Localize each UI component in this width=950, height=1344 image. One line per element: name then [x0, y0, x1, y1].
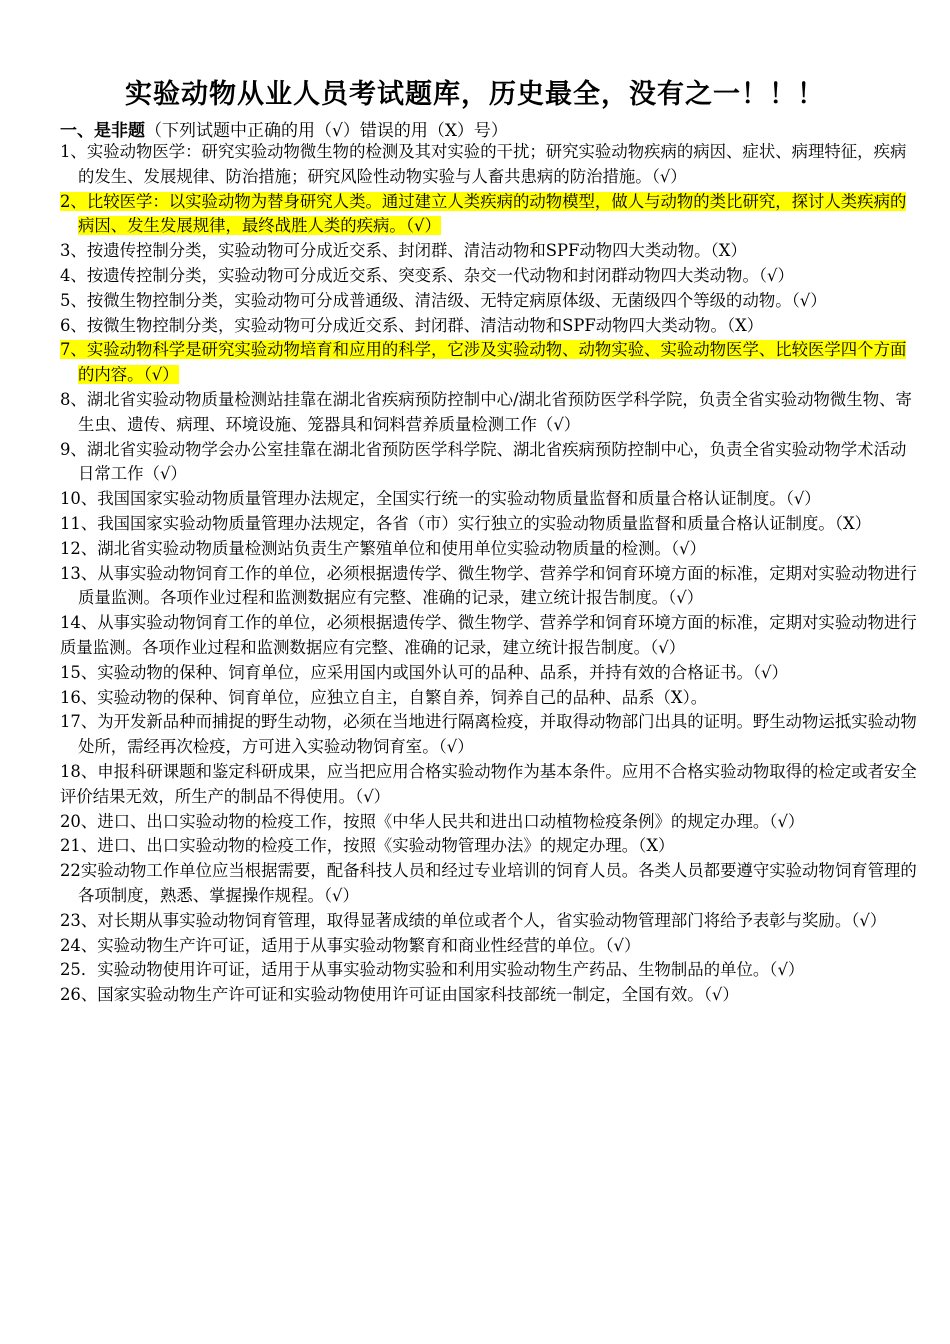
question-text: 7、实验动物科学是研究实验动物培育和应用的科学，它涉及实验动物、动物实验、实验动物医学、比较医学四个方面的内容。（√） — [60, 340, 907, 385]
question-text: 16、实验动物的保种、饲育单位，应独立自主，自繁自养，饲养自己的品种、品系（X）。 — [60, 687, 708, 707]
question-item — [60, 810, 920, 835]
question-item — [60, 760, 920, 810]
question-text: 26、国家实验动物生产许可证和实验动物使用许可证由国家科技部统一制定，全国有效。（√） — [60, 985, 739, 1005]
question-text: 1、实验动物医学：研究实验动物微生物的检测及其对实验的干扰；研究实验动物疾病的病因、症状、病理特征，疾病的发生、发展规律、防治措施；研究风险性动物实验与人畜共患病的防治措施。（√） — [60, 142, 907, 186]
question-text: 4、按遗传控制分类，实验动物可分成近交系、突变系、杂交一代动物和封闭群动物四大类动物。（√） — [60, 265, 794, 285]
question-text: 11、我国国家实验动物质量管理办法规定，各省（市）实行独立的实验动物质量监督和质量合格认证制度。（X） — [60, 513, 872, 533]
question-text: 25．实验动物使用许可证，适用于从事实验动物实验和利用实验动物生产药品、生物制品的单位。（√） — [60, 960, 805, 980]
question-item — [60, 438, 920, 488]
document-title: 实验动物从业人员考试题库，历史最全，没有之一！！！ — [125, 79, 825, 110]
question-item — [60, 661, 920, 686]
question-text: 6、按微生物控制分类，实验动物可分成近交系、封闭群、清洁动物和SPF动物四大类动物。（X） — [60, 315, 764, 335]
question-item — [60, 338, 920, 388]
question-text: 21、进口、出口实验动物的检疫工作，按照《实验动物管理办法》的规定办理。（X） — [60, 836, 675, 856]
question-text: 3、按遗传控制分类，实验动物可分成近交系、封闭群、清洁动物和SPF动物四大类动物。（X） — [60, 241, 747, 261]
question-item — [60, 710, 920, 760]
question-item — [60, 958, 920, 983]
question-text: 12、湖北省实验动物质量检测站负责生产繁殖单位和使用单位实验动物质量的检测。（√） — [60, 538, 706, 558]
question-item — [60, 264, 920, 289]
question-text: 10、我国国家实验动物质量管理办法规定，全国实行统一的实验动物质量监督和质量合格认证制度。（√） — [60, 489, 821, 509]
section-heading — [60, 116, 508, 141]
question-item — [60, 487, 920, 512]
question-item — [60, 314, 920, 339]
question-item — [60, 239, 920, 264]
question-text: 23、对长期从事实验动物饲育管理，取得显著成绩的单位或者个人，省实验动物管理部门将给予表彰与奖励。（√） — [60, 910, 887, 930]
question-text: 17、为开发新品种而捕捉的野生动物，必须在当地进行隔离检疫，并取得动物部门出具的证明。野生动物运抵实验动物处所，需经再次检疫，方可进入实验动物饲育室。（√） — [60, 712, 917, 757]
question-text: 22实验动物工作单位应当根据需要，配备科技人员和经过专业培训的饲育人员。各类人员都要遵守实验动物饲育管理的各项制度，熟悉、掌握操作规程。（√） — [60, 861, 917, 905]
section-label: 一、是非题 — [60, 121, 145, 141]
question-item — [60, 934, 920, 959]
question-item — [60, 983, 920, 1008]
question-text: 20、进口、出口实验动物的检疫工作，按照《中华人民共和进出口动植物检疫条例》的规定办理。（√） — [60, 811, 805, 831]
question-text: 2、比较医学：以实验动物为替身研究人类。通过建立人类疾病的动物模型，做人与动物的类比研究，探讨人类疾病的病因、发生发展规律，最终战胜人类的疾病。（√） — [60, 191, 907, 236]
question-item — [60, 834, 920, 859]
question-item — [60, 537, 920, 562]
question-text: 14、从事实验动物饲育工作的单位，必须根据遗传学、微生物学、营养学和饲育环境方面的标准，定期对实验动物进行质量监测。各项作业过程和监测数据应有完整、准确的记录，建立统计报告制度。（√） — [60, 613, 917, 657]
question-item — [60, 686, 920, 711]
question-item — [60, 611, 920, 661]
question-item — [60, 289, 920, 314]
section-instruction: （下列试题中正确的用（√）错误的用（X）号） — [145, 121, 508, 141]
question-text: 8、湖北省实验动物质量检测站挂靠在湖北省疾病预防控制中心/湖北省预防医学科学院，负责全省实验动物微生物、寄生虫、遗传、病理、环境设施、笼器具和饲料营养质量检测工作（√） — [60, 389, 912, 434]
question-text: 18、申报科研课题和鉴定科研成果，应当把应用合格实验动物作为基本条件。应用不合格实验动物取得的检定或者安全评价结果无效，所生产的制品不得使用。（√） — [60, 761, 917, 806]
question-item — [60, 562, 920, 612]
question-item — [60, 512, 920, 537]
question-item — [60, 859, 920, 909]
question-item — [60, 140, 920, 190]
question-text: 24、实验动物生产许可证，适用于从事实验动物繁育和商业性经营的单位。（√） — [60, 935, 641, 955]
question-item — [60, 388, 920, 438]
question-text: 13、从事实验动物饲育工作的单位，必须根据遗传学、微生物学、营养学和饲育环境方面的标准，定期对实验动物进行质量监测。各项作业过程和监测数据应有完整、准确的记录，建立统计报告制度。（√） — [60, 563, 917, 608]
question-text: 5、按微生物控制分类，实验动物可分成普通级、清洁级、无特定病原体级、无菌级四个等级的动物。（√） — [60, 290, 827, 310]
question-text: 15、实验动物的保种、饲育单位，应采用国内或国外认可的品种、品系，并持有效的合格证书。（√） — [60, 662, 788, 682]
question-item — [60, 190, 920, 240]
question-item — [60, 909, 920, 934]
question-text: 9、湖北省实验动物学会办公室挂靠在湖北省预防医学科学院、湖北省疾病预防控制中心，负责全省实验动物学术活动日常工作（√） — [60, 439, 907, 484]
question-list — [60, 140, 920, 1008]
